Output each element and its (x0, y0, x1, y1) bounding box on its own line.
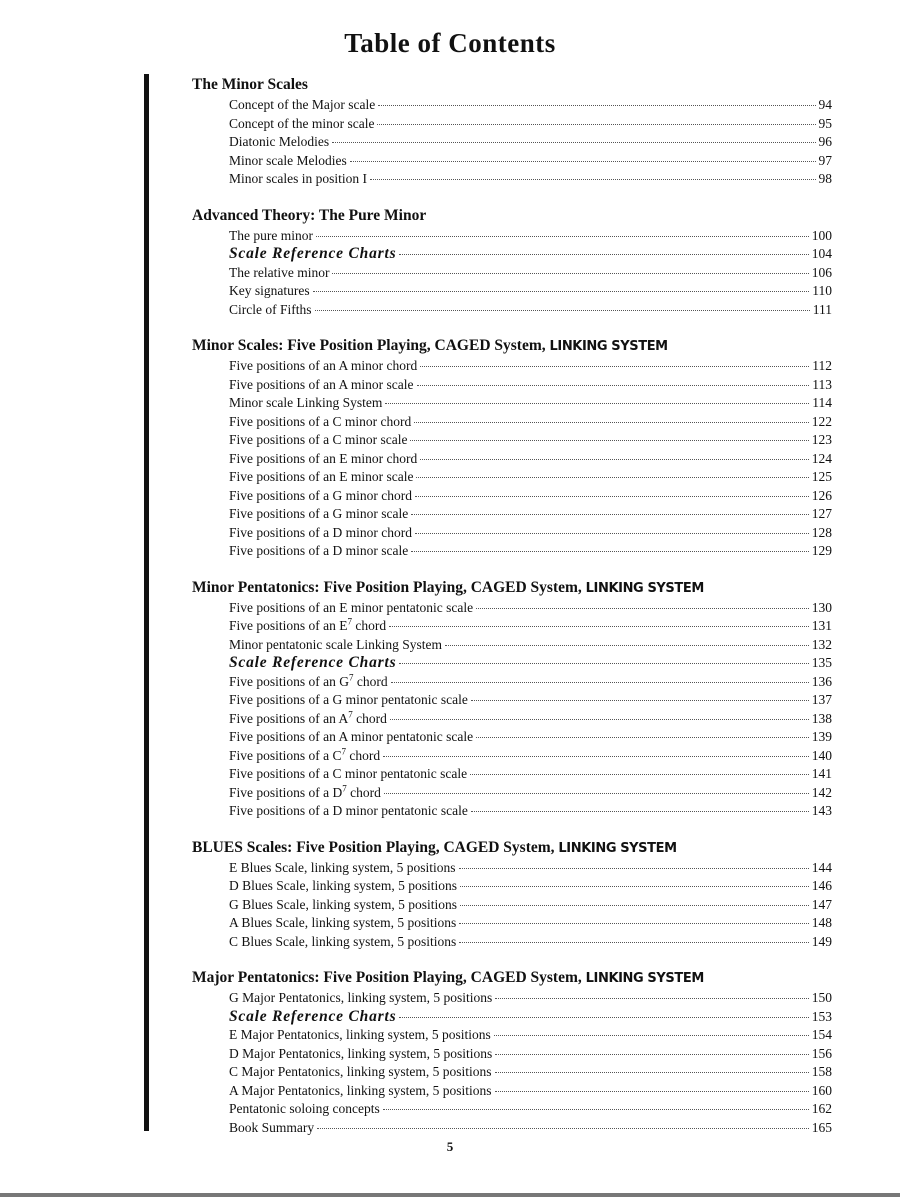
entry-label (229, 282, 310, 301)
entry-page-number: 136 (811, 673, 832, 689)
dot-leader (471, 700, 809, 701)
entry-label-text: Scale Reference Charts (229, 1007, 397, 1025)
entry-label-text: Five positions of an A minor chord (229, 358, 418, 373)
entry-label-text: Five positions of a D minor pentatonic scale (229, 803, 468, 818)
entry-label (229, 728, 473, 747)
entry-page-number: 138 (811, 710, 832, 726)
entry-label-text: E Blues Scale, linking system, 5 positions (229, 859, 456, 875)
dot-leader (417, 385, 810, 386)
entry-page-number: 165 (811, 1119, 832, 1135)
entry-page-number: 131 (811, 618, 832, 633)
section-title (192, 74, 832, 96)
toc-section (192, 837, 832, 952)
entry-page-number: 143 (811, 803, 832, 818)
entry-label (229, 877, 457, 896)
entry-page-number: 127 (811, 506, 832, 521)
toc-entry[interactable] (192, 376, 832, 395)
entry-label-suffix: chord (352, 618, 387, 633)
entry-label-suffix: chord (346, 747, 381, 763)
entry-label-text: Five positions of a D minor scale (229, 543, 409, 558)
section-tag: LINKING SYSTEM (558, 840, 677, 856)
entry-label-text: Concept of the minor scale (229, 115, 375, 131)
entry-label-text: Five positions of a C minor scale (229, 432, 408, 447)
dot-leader (317, 1128, 809, 1129)
dot-leader (459, 923, 808, 924)
entry-page-number: 100 (811, 227, 832, 243)
entry-label-text: A Blues Scale, linking system, 5 positions (229, 915, 457, 930)
toc-entry[interactable] (192, 784, 832, 803)
entry-label-text: Minor scale Linking System (229, 395, 383, 410)
entry-label (229, 914, 456, 933)
entry-page-number: 132 (811, 636, 832, 652)
entry-label-text: Minor scale Melodies (229, 152, 347, 168)
entry-label (229, 376, 414, 395)
section-tag: LINKING SYSTEM (585, 580, 704, 596)
entry-label (229, 487, 412, 506)
dot-leader (370, 179, 816, 180)
entry-page-number: 113 (812, 376, 832, 392)
entry-label-text: A Major Pentatonics, linking system, 5 positions (229, 1082, 492, 1098)
toc-entry-reference[interactable] (192, 1008, 832, 1027)
toc-entry[interactable] (192, 1100, 832, 1119)
dot-leader (316, 236, 809, 237)
entry-label-text: Book Summary (229, 1119, 315, 1135)
entry-label-text: Minor pentatonic scale Linking System (229, 636, 442, 652)
entry-page-number: 122 (811, 413, 832, 429)
entry-page-number: 150 (811, 990, 832, 1005)
entry-label-text: Five positions of an A minor pentatonic scale (229, 729, 474, 744)
dot-leader (399, 663, 808, 664)
entry-label (229, 431, 407, 450)
dot-leader (420, 459, 809, 460)
entry-page-number: 97 (818, 152, 832, 168)
dot-leader (420, 366, 809, 367)
entry-label (229, 450, 417, 469)
entry-label (229, 524, 412, 543)
entry-label (229, 747, 380, 766)
entry-label-text: Five positions of an A minor scale (229, 376, 414, 392)
entry-page-number: 129 (811, 543, 832, 558)
entry-superscript: 7 (349, 672, 354, 682)
dot-leader (389, 626, 809, 627)
entry-page-number: 110 (812, 283, 832, 298)
entry-page-number: 114 (812, 395, 832, 410)
vertical-rule (144, 74, 149, 1131)
toc-section (192, 74, 832, 189)
entry-page-number: 130 (811, 599, 832, 615)
section-title-text: BLUES Scales: Five Position Playing, CAGED System, (192, 838, 555, 856)
entry-label-text: C Major Pentatonics, linking system, 5 positions (229, 1064, 492, 1079)
dot-leader (350, 161, 816, 162)
entry-page-number: 140 (811, 747, 832, 763)
dot-leader (495, 1072, 809, 1073)
toc-entry[interactable] (192, 170, 832, 189)
dot-leader (460, 886, 809, 887)
dot-leader (476, 608, 809, 609)
dot-leader (383, 756, 809, 757)
entry-label (229, 1100, 380, 1119)
dot-leader (385, 403, 809, 404)
toc-entry[interactable] (192, 1026, 832, 1045)
entry-label-text: Five positions of a C (229, 747, 342, 763)
toc-entry[interactable] (192, 691, 832, 710)
entry-label-text: Concept of the Major scale (229, 97, 376, 112)
toc-entry[interactable] (192, 524, 832, 543)
entry-page-number: 106 (811, 264, 832, 280)
entry-label-text: Five positions of a G minor scale (229, 506, 409, 521)
entry-page-number: 160 (811, 1082, 832, 1098)
toc-entry[interactable] (192, 152, 832, 171)
entry-label (229, 710, 387, 729)
toc-entry[interactable] (192, 1082, 832, 1101)
dot-leader (384, 793, 809, 794)
toc-entry[interactable] (192, 487, 832, 506)
dot-leader (476, 737, 809, 738)
entry-label (229, 227, 313, 246)
toc-entry[interactable] (192, 802, 832, 821)
dot-leader (495, 1091, 809, 1092)
toc-entry[interactable] (192, 282, 832, 301)
toc-entry[interactable] (192, 710, 832, 729)
toc-entry[interactable] (192, 133, 832, 152)
toc-entry[interactable] (192, 394, 832, 413)
section-title-text: Advanced Theory: The Pure Minor (192, 206, 427, 224)
dot-leader (414, 422, 809, 423)
toc-entry[interactable] (192, 859, 832, 878)
entry-label (229, 1026, 491, 1045)
toc-entry[interactable] (192, 877, 832, 896)
dot-leader (399, 1017, 808, 1018)
dot-leader (495, 1054, 809, 1055)
entry-label-text: Circle of Fifths (229, 301, 312, 317)
dot-leader (460, 905, 809, 906)
toc-entry[interactable] (192, 227, 832, 246)
entry-label (229, 264, 329, 283)
entry-page-number: 94 (818, 97, 832, 112)
entry-label-text: C Blues Scale, linking system, 5 positions (229, 933, 457, 949)
dot-leader (411, 551, 809, 552)
section-title (192, 837, 832, 859)
toc-entry[interactable] (192, 357, 832, 376)
toc-entry-reference[interactable] (192, 654, 832, 673)
dot-leader (332, 142, 815, 143)
entry-label (229, 468, 413, 487)
entry-page-number: 153 (811, 1008, 832, 1024)
toc-section (192, 577, 832, 821)
entry-label-text: Diatonic Melodies (229, 134, 330, 149)
toc-entry[interactable] (192, 264, 832, 283)
entry-label-text: Five positions of a C minor chord (229, 413, 412, 429)
section-title (192, 205, 832, 227)
entry-label (229, 636, 442, 655)
entry-label-text: Five positions of a G minor pentatonic scale (229, 692, 468, 707)
entry-label-text: Five positions of a D minor chord (229, 524, 412, 540)
toc-entry[interactable] (192, 617, 832, 636)
entry-label-suffix: chord (352, 710, 387, 726)
entry-page-number: 104 (811, 246, 832, 261)
entry-label-text: Minor scales in position I (229, 171, 367, 186)
entry-label (229, 301, 312, 320)
section-tag: LINKING SYSTEM (585, 971, 704, 986)
entry-label-text: G Major Pentatonics, linking system, 5 positions (229, 990, 493, 1005)
entry-label (229, 859, 456, 878)
toc-section (192, 967, 832, 1137)
entry-page-number: 154 (811, 1027, 832, 1042)
section-title (192, 335, 832, 357)
entry-label (229, 1045, 492, 1064)
toc-entry[interactable] (192, 115, 832, 134)
entry-label-text: Five positions of an E minor scale (229, 469, 414, 484)
entry-label-text: Scale Reference Charts (229, 245, 397, 262)
entry-label (229, 245, 396, 264)
toc-entry[interactable] (192, 636, 832, 655)
toc-entry[interactable] (192, 896, 832, 915)
dot-leader (391, 682, 809, 683)
entry-page-number: 123 (811, 432, 832, 447)
entry-page-number: 135 (811, 655, 832, 670)
toc-entry[interactable] (192, 728, 832, 747)
entry-page-number: 111 (812, 301, 832, 317)
entry-page-number: 112 (812, 358, 832, 373)
entry-page-number: 125 (811, 469, 832, 484)
entry-page-number: 98 (818, 171, 832, 186)
section-title-text: Minor Pentatonics: Five Position Playing, CAGED System, (192, 578, 582, 596)
entry-page-number: 158 (811, 1064, 832, 1079)
toc-entry[interactable] (192, 1045, 832, 1064)
dot-leader (378, 105, 815, 106)
dot-leader (494, 1035, 809, 1036)
toc-entry[interactable] (192, 301, 832, 320)
entry-label (229, 357, 417, 376)
entry-label-text: Five positions of a C minor pentatonic scale (229, 766, 468, 781)
section-title (192, 577, 832, 599)
bottom-rule (0, 1193, 900, 1197)
entry-label-text: The relative minor (229, 264, 330, 280)
entry-label-text: Five positions of an E minor chord (229, 450, 418, 466)
entry-label-text: Scale Reference Charts (229, 654, 397, 671)
dot-leader (410, 440, 808, 441)
toc-entry[interactable] (192, 505, 832, 524)
toc-entry[interactable] (192, 431, 832, 450)
entry-label (229, 394, 382, 413)
entry-superscript: 7 (342, 783, 347, 793)
entry-page-number: 148 (811, 915, 832, 930)
section-title-text: Minor Scales: Five Position Playing, CAGED System, (192, 337, 546, 354)
dot-leader (471, 811, 809, 812)
dot-leader (399, 254, 808, 255)
entry-label-text: Five positions of an E (229, 618, 348, 633)
entry-label-text: Five positions of an G (229, 673, 349, 689)
toc-entry[interactable] (192, 542, 832, 561)
toc-entry[interactable] (192, 933, 832, 952)
entry-label (229, 1008, 396, 1027)
toc-entry[interactable] (192, 765, 832, 784)
entry-label (229, 542, 408, 561)
entry-label (229, 599, 473, 618)
entry-label-text: D Major Pentatonics, linking system, 5 positions (229, 1045, 493, 1061)
entry-label-text: The pure minor (229, 227, 313, 243)
entry-label (229, 691, 468, 710)
toc-entry[interactable] (192, 450, 832, 469)
entry-label (229, 933, 456, 952)
entry-label (229, 96, 375, 115)
toc-entry[interactable] (192, 599, 832, 618)
toc-entry[interactable] (192, 989, 832, 1008)
dot-leader (415, 533, 809, 534)
entry-page-number: 137 (811, 692, 832, 707)
entry-page-number: 144 (811, 859, 832, 875)
toc-entry[interactable] (192, 1063, 832, 1082)
toc-entry[interactable] (192, 1119, 832, 1138)
entry-page-number: 146 (811, 878, 832, 893)
entry-page-number: 124 (811, 450, 832, 466)
entry-label (229, 413, 411, 432)
entry-page-number: 147 (811, 896, 832, 912)
section-title (192, 967, 832, 989)
entry-label (229, 1063, 492, 1082)
entry-label (229, 505, 408, 524)
section-title-text: The Minor Scales (192, 76, 308, 93)
page-number: 5 (446, 1139, 454, 1154)
toc-entry[interactable] (192, 673, 832, 692)
entry-label-text: Key signatures (229, 283, 310, 298)
toc-section (192, 205, 832, 320)
dot-leader (445, 645, 809, 646)
dot-leader (315, 310, 810, 311)
entry-label (229, 765, 467, 784)
section-title-text: Major Pentatonics: Five Position Playing, CAGED System, (192, 969, 582, 986)
dot-leader (377, 124, 815, 125)
entry-label (229, 802, 468, 821)
section-tag: LINKING SYSTEM (549, 339, 668, 354)
dot-leader (495, 998, 809, 999)
entry-label (229, 170, 367, 189)
entry-page-number: 156 (811, 1045, 832, 1061)
entry-page-number: 149 (811, 933, 832, 949)
entry-page-number: 96 (818, 134, 832, 149)
entry-page-number: 141 (811, 766, 832, 781)
entry-label (229, 784, 381, 803)
entry-label-text: D Blues Scale, linking system, 5 positions (229, 878, 457, 893)
toc-entry-reference[interactable] (192, 245, 832, 264)
dot-leader (459, 942, 808, 943)
dot-leader (332, 273, 808, 274)
dot-leader (411, 514, 809, 515)
entry-label-text: Five positions of a G minor chord (229, 487, 412, 503)
entry-label (229, 133, 329, 152)
entry-superscript: 7 (348, 709, 353, 719)
toc-list (192, 74, 832, 1137)
entry-label (229, 896, 457, 915)
entry-label (229, 152, 347, 171)
entry-superscript: 7 (341, 746, 347, 756)
entry-label-text: Five positions of a D (229, 784, 343, 800)
dot-leader (459, 868, 809, 869)
entry-page-number: 95 (818, 115, 832, 131)
toc-entry[interactable] (192, 413, 832, 432)
toc-entry[interactable] (192, 468, 832, 487)
entry-label (229, 1082, 492, 1101)
entry-label (229, 654, 396, 673)
page-title: Table of Contents (344, 28, 556, 58)
entry-label-text: Pentatonic soloing concepts (229, 1101, 380, 1116)
entry-label-text: Five positions of an E minor pentatonic scale (229, 599, 474, 615)
toc-entry[interactable] (192, 914, 832, 933)
entry-page-number: 162 (811, 1101, 832, 1116)
dot-leader (313, 291, 810, 292)
entry-page-number: 128 (811, 524, 832, 540)
entry-page-number: 126 (811, 487, 832, 503)
dot-leader (390, 719, 809, 720)
entry-label (229, 115, 374, 134)
entry-page-number: 142 (811, 784, 832, 800)
entry-label-text: E Major Pentatonics, linking system, 5 positions (229, 1027, 491, 1042)
entry-label-suffix: chord (346, 784, 381, 800)
dot-leader (416, 477, 808, 478)
entry-label (229, 1119, 314, 1138)
entry-page-number: 139 (811, 729, 832, 744)
toc-entry[interactable] (192, 747, 832, 766)
dot-leader (470, 774, 809, 775)
entry-label-suffix: chord (353, 673, 388, 689)
dot-leader (383, 1109, 809, 1110)
entry-superscript: 7 (347, 616, 352, 627)
entry-label-text: Five positions of an A (229, 710, 349, 726)
entry-label-text: G Blues Scale, linking system, 5 positions (229, 896, 457, 912)
dot-leader (415, 496, 809, 497)
entry-label (229, 673, 388, 692)
toc-entry[interactable] (192, 96, 832, 115)
toc-section (192, 335, 832, 561)
entry-label (229, 989, 492, 1008)
entry-label (229, 617, 386, 636)
